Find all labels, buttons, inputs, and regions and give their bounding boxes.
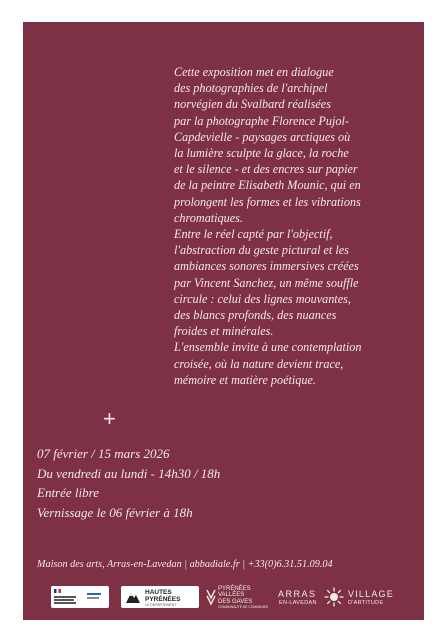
description-line: norvégien du Svalbard réalisées: [174, 97, 331, 112]
village-name: VILLAGE: [348, 589, 394, 599]
valley-icon: [206, 588, 216, 606]
pvg-name: [218, 586, 252, 605]
arras-name: ARRAS: [278, 589, 317, 599]
plus-separator: +: [103, 406, 116, 431]
arras-sub: EN-LAVEDAN: [279, 600, 317, 606]
hp-line3: LE DÉPARTEMENT: [145, 603, 177, 607]
description-line: mémoire et matière poétique.: [174, 372, 316, 387]
description-line: L'ensemble invite à une contemplation: [174, 340, 362, 355]
description-line: des photographies de l'archipel: [174, 81, 328, 96]
description-paragraph-3: [174, 339, 414, 388]
pvg-sub: COMMUNAUTÉ DE COMMUNES: [218, 605, 269, 609]
description-line: Capdevielle - paysages arctiques où: [174, 129, 351, 144]
pvg-line: PYRÉNÉES: [218, 586, 251, 592]
event-hours: Du vendredi au lundi - 14h30 / 18h: [37, 465, 221, 481]
description-line: Entre le réel capté par l'objectif,: [174, 227, 333, 242]
event-info: [37, 444, 337, 522]
exhibition-description: [174, 64, 414, 388]
event-entry: Entrée libre: [37, 485, 99, 500]
partner-logos: [23, 583, 424, 613]
village-sub: D'ARTITUDE: [348, 600, 384, 606]
hautes-pyrenees-logo: [121, 586, 199, 608]
description-line: la lumière sculpte la glace, la roche: [174, 146, 349, 161]
contact-line: Maison des arts, Arras-en-Lavedan | abbadiale.fr | +33(0)6.31.51.09.04: [37, 559, 333, 570]
arras-village-logo: [278, 586, 408, 610]
pvg-line: VALLÉES: [218, 592, 245, 599]
description-line: chromatiques.: [174, 210, 243, 225]
description-line: l'abstraction du geste pictural et les: [174, 243, 349, 258]
event-dates: 07 février / 15 mars 2026: [37, 446, 170, 461]
pyrenees-vallees-logo: [206, 586, 268, 610]
description-line: et le silence - et des encres sur papier: [174, 162, 358, 177]
description-line: Cette exposition met en dialogue: [174, 65, 334, 79]
description-line: froides et minérales.: [174, 324, 274, 339]
description-line: croisée, où la nature devient trace,: [174, 356, 344, 371]
description-line: des blancs profonds, des nuances: [174, 308, 337, 323]
event-opening: Vernissage le 06 février à 18h: [37, 504, 193, 520]
hp-line1: HAUTES: [145, 589, 172, 596]
mountain-icon: [125, 589, 141, 605]
ministry-logo: [51, 586, 109, 608]
description-paragraph-1: [174, 64, 414, 226]
description-line: par la photographe Florence Pujol-: [174, 113, 349, 128]
hp-line2: PYRÉNÉES: [145, 596, 181, 603]
description-line: prolongent les formes et les vibrations: [174, 194, 361, 209]
description-line: circule : celui des lignes mouvantes,: [174, 291, 351, 306]
exhibition-poster: [23, 22, 424, 620]
description-line: ambiances sonores immersives créées: [174, 259, 359, 274]
description-paragraph-2: [174, 226, 414, 339]
french-flag-icon: [54, 589, 61, 593]
pvg-line: DES GAVES: [218, 598, 253, 605]
description-line: par Vincent Sanchez, un même souffle: [174, 275, 359, 290]
description-line: de la peintre Elisabeth Mounic, qui en: [174, 178, 361, 193]
sun-icon: [324, 587, 344, 607]
